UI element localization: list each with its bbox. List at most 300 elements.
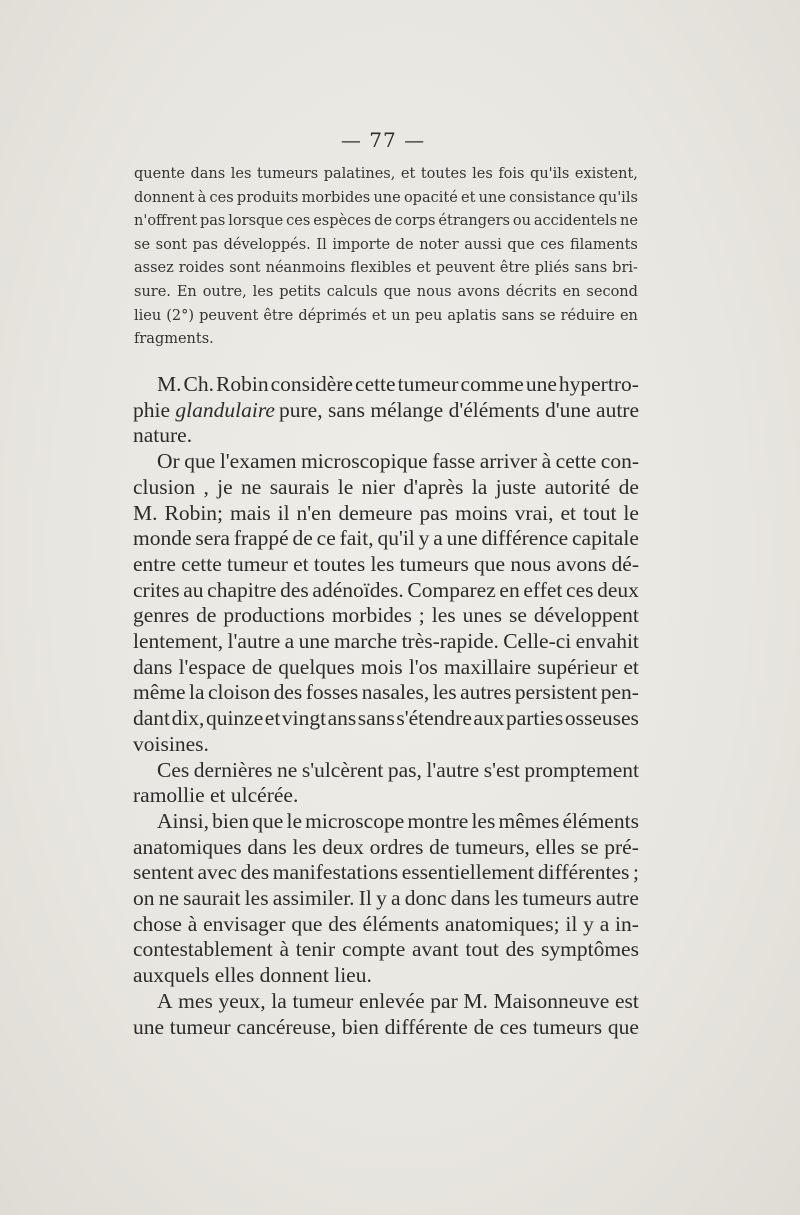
word: les xyxy=(471,808,496,833)
word: un xyxy=(391,307,411,324)
word: autre xyxy=(595,886,639,911)
word: donc xyxy=(404,886,447,911)
word: a xyxy=(599,911,610,936)
word: entre xyxy=(133,551,176,576)
word: quinze xyxy=(205,706,264,731)
word: de xyxy=(374,213,393,230)
word: les xyxy=(472,166,493,182)
word: que xyxy=(607,1014,639,1039)
note-line xyxy=(134,210,638,234)
word: dans xyxy=(247,834,287,859)
paragraph-line xyxy=(133,680,639,706)
word: dans xyxy=(133,654,173,679)
word: les xyxy=(494,886,519,911)
word: que xyxy=(507,236,535,253)
word: clusion xyxy=(133,474,196,499)
word: dé- xyxy=(611,551,639,576)
word: sont xyxy=(155,236,187,253)
paragraph-line xyxy=(133,706,639,732)
word: autres xyxy=(460,680,512,705)
paragraph-line: ramollie et ulcérée. xyxy=(133,783,299,808)
word: tumeurs xyxy=(256,166,319,182)
word: y xyxy=(418,526,430,551)
word: aux xyxy=(473,706,505,731)
word: fait, xyxy=(339,526,374,551)
paragraph-line xyxy=(133,860,639,886)
word: lorsque xyxy=(228,213,284,230)
paragraph-line: voisines. xyxy=(133,731,209,756)
word: on xyxy=(133,886,155,911)
word: tumeurs xyxy=(399,551,469,576)
word: Il xyxy=(358,886,372,911)
word: cloison xyxy=(208,680,271,705)
footnote-block xyxy=(134,163,638,352)
word: comme xyxy=(460,372,524,396)
word: marche xyxy=(333,629,398,654)
word: a xyxy=(391,886,401,911)
word: symptômes xyxy=(541,937,639,962)
word: éléments xyxy=(562,808,639,833)
word: toutes xyxy=(313,551,366,576)
word: assimiler. xyxy=(272,886,355,911)
word: que xyxy=(252,808,284,833)
word: con- xyxy=(600,449,639,474)
word: développent xyxy=(533,603,639,628)
word: espèces xyxy=(313,213,372,230)
word: A xyxy=(157,988,173,1013)
word: se xyxy=(539,307,556,324)
word: et xyxy=(461,189,476,206)
word: sans xyxy=(574,260,608,277)
word: l'autre xyxy=(227,629,281,654)
word: autorité xyxy=(544,474,611,499)
word: la xyxy=(471,474,488,499)
word: mais xyxy=(230,500,271,525)
word: roides xyxy=(178,260,225,277)
word: pas xyxy=(199,213,226,230)
word: tumeur xyxy=(169,1014,231,1039)
word: avec xyxy=(197,860,237,885)
main-text xyxy=(133,372,639,1040)
word: tumeur xyxy=(397,372,459,396)
word: consistance xyxy=(509,189,596,206)
word: Celle-ci xyxy=(503,629,572,654)
word: existent, xyxy=(574,166,638,182)
word: envahit xyxy=(575,629,639,654)
word: au xyxy=(183,577,204,602)
word: crites xyxy=(133,577,180,602)
word: y xyxy=(376,886,387,911)
word: capitale xyxy=(572,526,639,551)
word: d'après xyxy=(403,474,464,499)
word: pré- xyxy=(604,834,639,859)
word: donnent xyxy=(134,189,195,206)
word: frappé xyxy=(233,526,289,551)
word: osseuses xyxy=(564,706,639,731)
word: saurait xyxy=(183,886,241,911)
word: même xyxy=(133,680,186,705)
word: peu xyxy=(415,307,443,324)
word: accidentels xyxy=(533,213,618,230)
word: pen- xyxy=(600,680,639,705)
word: lieu xyxy=(134,307,162,324)
word: outre, xyxy=(202,283,247,300)
word: de xyxy=(251,654,273,679)
word: fasse xyxy=(432,449,476,474)
paragraph-line xyxy=(133,1015,639,1041)
word: ne xyxy=(277,757,298,782)
word: sure. xyxy=(134,283,171,300)
word: différente xyxy=(384,1014,468,1039)
word: juste xyxy=(495,474,537,499)
word: que xyxy=(184,449,216,474)
word: tumeurs, xyxy=(455,834,530,859)
word: Ainsi, xyxy=(157,808,209,833)
word: nier xyxy=(361,474,396,499)
word: déprimés xyxy=(298,307,367,324)
word: n'offrent xyxy=(134,213,198,230)
paragraph-line xyxy=(133,809,639,835)
word: développés. xyxy=(223,236,311,253)
word: de xyxy=(395,236,414,253)
word: palatines, xyxy=(323,166,396,182)
word: productions xyxy=(223,603,325,628)
word: Maisonneuve xyxy=(493,988,610,1013)
paragraph-line xyxy=(133,449,639,475)
word: fois xyxy=(498,166,525,182)
word: assez xyxy=(134,260,174,277)
word: de xyxy=(196,603,217,628)
word: une xyxy=(373,189,401,206)
paragraph-line xyxy=(133,655,639,681)
word: unes xyxy=(462,603,502,628)
word: bien xyxy=(341,1014,379,1039)
word: s'est xyxy=(483,757,520,782)
word: peuvent xyxy=(435,260,495,277)
word: les xyxy=(431,603,456,628)
word: décrits xyxy=(505,283,557,300)
word: ces xyxy=(540,236,565,253)
word: sans xyxy=(501,307,535,324)
word: opacité xyxy=(403,189,458,206)
word: essentiellement xyxy=(401,860,535,885)
word: in- xyxy=(615,911,639,936)
word: sera xyxy=(195,526,230,551)
word: les xyxy=(292,834,317,859)
word: avant xyxy=(412,937,459,962)
word: le xyxy=(337,474,354,499)
word: être xyxy=(263,307,294,324)
word: néanmoins xyxy=(265,260,346,277)
word: éléments xyxy=(362,911,440,936)
word: second xyxy=(586,283,638,300)
word: mois xyxy=(360,654,403,679)
word: M. xyxy=(157,372,182,396)
word: ces xyxy=(209,189,234,206)
word: anatomiques; xyxy=(444,911,560,936)
word: cette xyxy=(181,551,222,576)
word: toutes xyxy=(420,166,467,182)
word: anatomiques xyxy=(133,834,242,859)
word: corps xyxy=(394,213,436,230)
word: produits xyxy=(236,189,299,206)
word: morbides xyxy=(331,603,412,628)
word: et xyxy=(371,307,387,324)
word: les xyxy=(432,680,457,705)
word: petits xyxy=(279,283,321,300)
word: sans xyxy=(357,706,395,731)
word: l'os xyxy=(408,654,438,679)
word: réduire xyxy=(560,307,615,324)
word: promptement xyxy=(524,757,639,782)
word: microscope xyxy=(305,808,405,833)
word: et xyxy=(400,166,416,182)
paragraph-line xyxy=(133,937,639,963)
word: ne xyxy=(241,474,262,499)
word: et xyxy=(623,654,639,679)
word: Comparez xyxy=(407,577,496,602)
word: est xyxy=(615,988,639,1013)
word: qu'ils xyxy=(598,189,638,206)
word: arriver xyxy=(479,449,538,474)
word: cette xyxy=(355,372,396,396)
word: (2°) xyxy=(166,307,195,324)
word: des xyxy=(505,937,535,962)
word: à xyxy=(279,937,290,962)
word: noter xyxy=(419,236,459,253)
word: différentes xyxy=(537,860,630,885)
paragraph-line xyxy=(133,758,639,784)
word: des xyxy=(328,911,357,936)
note-line xyxy=(134,163,638,187)
word: en xyxy=(499,577,520,602)
word: à xyxy=(541,449,552,474)
word: montre xyxy=(407,808,469,833)
word: et xyxy=(293,551,309,576)
word: de xyxy=(473,1014,494,1039)
word: se xyxy=(134,236,151,253)
word: hypertro- xyxy=(558,372,639,396)
word: s'étendre xyxy=(396,706,472,731)
word: filaments xyxy=(569,236,638,253)
word: dans xyxy=(450,886,491,911)
note-line xyxy=(134,281,638,305)
word: je xyxy=(217,474,233,499)
word: chose xyxy=(133,911,182,936)
paragraph-line xyxy=(133,629,639,655)
word: ces xyxy=(286,213,311,230)
word: les xyxy=(252,283,274,300)
word: deux xyxy=(322,834,364,859)
word: une xyxy=(133,1014,165,1039)
word: persistent xyxy=(514,680,598,705)
word: , xyxy=(203,474,209,499)
word: tenir xyxy=(295,937,336,962)
word: sont xyxy=(229,260,261,277)
word: être xyxy=(499,260,530,277)
word: chapitre xyxy=(207,577,277,602)
word: elles xyxy=(535,834,575,859)
word: pas, xyxy=(387,757,422,782)
word: bien xyxy=(212,808,250,833)
word: a xyxy=(433,526,443,551)
word: des xyxy=(273,680,303,705)
word: compte xyxy=(341,937,406,962)
paragraph-line xyxy=(133,526,639,552)
word: M. xyxy=(463,988,488,1013)
word: enlevée xyxy=(358,988,425,1013)
word: que xyxy=(383,283,411,300)
word: considère xyxy=(270,372,353,396)
paragraph-line xyxy=(133,912,639,938)
word: lentement, xyxy=(133,629,224,654)
word: supérieur xyxy=(537,654,618,679)
word: tout xyxy=(582,500,617,525)
word: l'examen xyxy=(219,449,297,474)
word: yeux, xyxy=(218,988,266,1013)
word: il xyxy=(277,500,290,525)
paragraph-line xyxy=(133,835,639,861)
word: quente xyxy=(134,166,185,182)
word: et xyxy=(264,706,281,731)
word: une xyxy=(525,372,557,396)
word: les xyxy=(230,166,252,182)
word: effet xyxy=(523,577,563,602)
paragraph-line xyxy=(133,501,639,527)
inline-text: pure, sans mélange d'éléments d'une autre xyxy=(279,397,639,422)
page-number: — 77 — xyxy=(340,128,426,152)
word: ordres xyxy=(369,834,424,859)
word: et xyxy=(560,500,576,525)
word: moins xyxy=(455,500,508,525)
word: à xyxy=(197,189,207,206)
word: mes xyxy=(178,988,213,1013)
paragraph-line: auxquels elles donnent lieu. xyxy=(133,963,372,988)
word: envisager xyxy=(203,911,286,936)
word: calculs xyxy=(326,283,378,300)
word: le xyxy=(623,500,639,525)
word: une xyxy=(446,526,478,551)
word: ; xyxy=(418,603,425,628)
word: dernières xyxy=(193,757,273,782)
word: En xyxy=(176,283,197,300)
word: que xyxy=(291,911,323,936)
word: Il xyxy=(316,236,327,253)
word: ; xyxy=(633,860,639,885)
inline-text xyxy=(133,398,275,424)
word: qu'il xyxy=(377,526,415,551)
word: cancéreuse, xyxy=(236,1014,337,1039)
word: n'en xyxy=(296,500,332,525)
word: mêmes xyxy=(498,808,560,833)
word: aplatis xyxy=(447,307,497,324)
word: pas xyxy=(419,500,449,525)
word: tumeurs xyxy=(532,1014,603,1039)
word: une xyxy=(298,629,330,654)
word: dix, xyxy=(171,706,205,731)
italic-term: glandulaire xyxy=(175,397,275,422)
word: ce xyxy=(316,526,336,551)
paragraph-line xyxy=(133,603,639,629)
word: adénoïdes. xyxy=(312,577,404,602)
paragraph-line xyxy=(133,989,639,1015)
note-line xyxy=(134,187,638,211)
word: cette xyxy=(555,449,597,474)
word: a xyxy=(284,629,295,654)
word: bri- xyxy=(612,260,638,277)
paragraph-line xyxy=(133,398,639,424)
note-line xyxy=(134,305,638,329)
word: se xyxy=(580,834,599,859)
word: morbides xyxy=(301,189,371,206)
word: la xyxy=(271,988,287,1013)
word: de xyxy=(429,834,450,859)
word: Robin; xyxy=(164,500,224,525)
word: ces xyxy=(566,577,594,602)
word: pliés xyxy=(534,260,570,277)
word: Or xyxy=(157,449,180,474)
word: tumeur xyxy=(292,988,354,1013)
word: une xyxy=(478,189,506,206)
word: dant xyxy=(133,706,171,731)
word: saurais xyxy=(269,474,330,499)
word: se xyxy=(508,603,527,628)
word: par xyxy=(430,988,458,1013)
word: M. xyxy=(133,500,158,525)
word: microscopique xyxy=(301,449,428,474)
word: différence xyxy=(481,526,569,551)
inline-text: phie xyxy=(133,397,171,422)
word: importe xyxy=(332,236,391,253)
word: la xyxy=(189,680,205,705)
word: de xyxy=(618,474,639,499)
word: nous xyxy=(510,551,551,576)
word: vrai, xyxy=(514,500,554,525)
word: tumeurs xyxy=(522,886,592,911)
word: qu'ils xyxy=(530,166,570,182)
paragraph-line xyxy=(133,372,639,398)
word: quelques xyxy=(278,654,355,679)
paragraph-line xyxy=(133,552,639,578)
note-line: fragments. xyxy=(134,331,214,348)
word: vingt xyxy=(281,706,327,731)
note-line xyxy=(134,234,638,258)
word: les xyxy=(370,551,395,576)
word: dans xyxy=(190,166,226,182)
word: tout xyxy=(465,937,499,962)
word: demeure xyxy=(338,500,413,525)
word: genres xyxy=(133,603,190,628)
word: l'autre xyxy=(426,757,480,782)
word: s'ulcèrent xyxy=(301,757,384,782)
word: ne xyxy=(620,213,638,230)
word: l'espace xyxy=(178,654,246,679)
word: monde xyxy=(133,526,192,551)
word: pas xyxy=(192,236,218,253)
word: Robin xyxy=(216,372,269,396)
word: aussi xyxy=(464,236,502,253)
word: très-rapide. xyxy=(401,629,499,654)
word: peuvent xyxy=(199,307,259,324)
paragraph-line xyxy=(133,578,639,604)
word: il xyxy=(565,911,578,936)
word: ans xyxy=(327,706,357,731)
word: étrangers xyxy=(438,213,510,230)
word: en xyxy=(562,283,581,300)
word: avons xyxy=(457,283,500,300)
word: flexibles xyxy=(350,260,412,277)
word: en xyxy=(619,307,638,324)
